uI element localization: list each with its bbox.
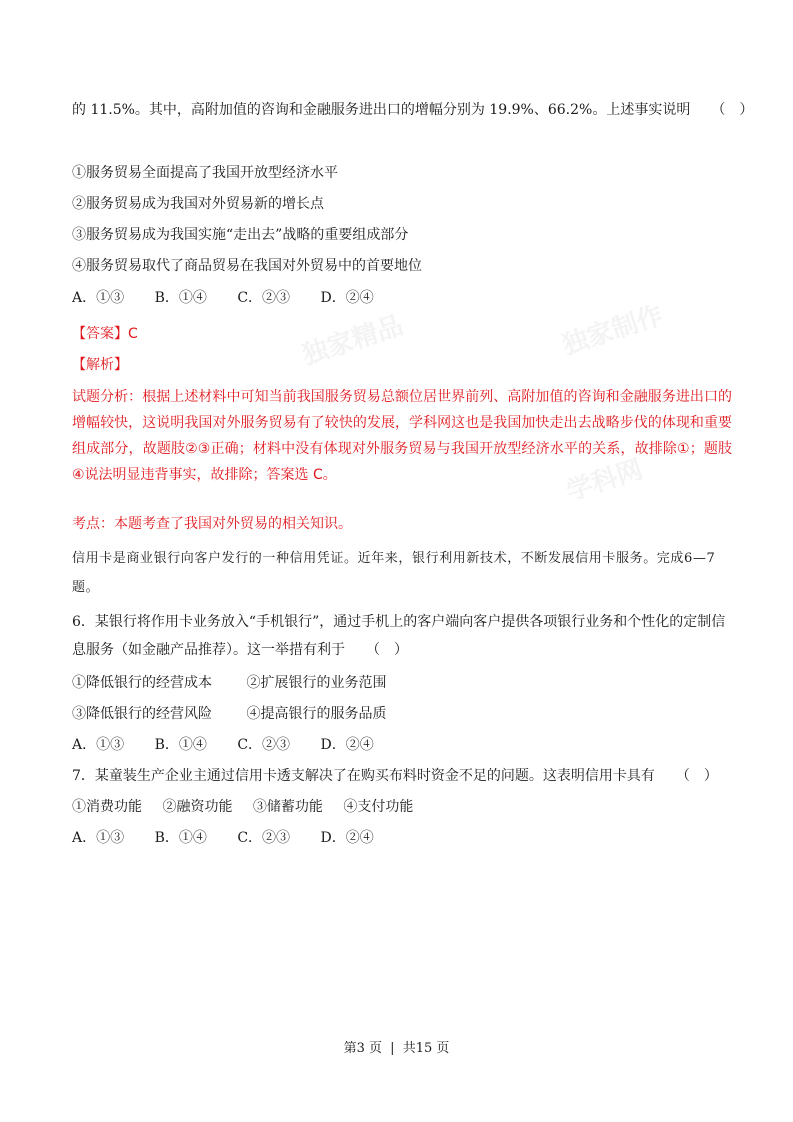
watermark-2: 学科网 [563,454,647,508]
q6-statement-2: ②扩展银行的业务范围 [246,675,387,691]
q5-answer [72,324,138,344]
q7-stem: 7．某童装生产企业主通过信用卡透支解决了在购买布料时资金不足的问题。这表明信用卡具有 （ ） [72,768,718,784]
watermark-3: 独家制作 [558,300,667,362]
passage-intro: 信用卡是商业银行向客户发行的一种信用凭证。近年来，银行利用新技术，不断发展信用卡服务。完成6—7 题。 [72,551,716,595]
q6-statement-1: ①降低银行的经营成本 [72,675,212,691]
q5-statement-3: ③服务贸易成为我国实施“走出去”战略的重要组成部分 [72,227,409,243]
q7-options [72,828,400,848]
q5-statement-4: ④服务贸易取代了商品贸易在我国对外贸易中的首要地位 [72,258,422,274]
q6-option-b: B．①④ [154,737,207,753]
q7-statement-4: ④支付功能 [343,799,414,815]
q5-statement-2: ②服务贸易成为我国对外贸易新的增长点 [72,196,324,212]
q5-option-b: B．①④ [154,290,207,306]
q5-option-c: C．②③ [237,290,291,306]
q7-option-b: B．①④ [154,830,207,846]
answer-value: C [128,326,138,342]
analysis-text: 试题分析：根据上述材料中可知当前我国服务贸易总额位居世界前列、高附加值的咨询和金融服务进出口的增幅较快，这说明我国对外服务贸易有了较快的发展，学科网这也是我国加快走出去战略步伐的体现和重要组成部分，故题肢②③正确；材料中没有体现对外服务贸易与我国开放型经济水平的关系，故排除①；题肢④说法明显违背事实，故排除；答案选 C。 [72,389,732,483]
q6-statements-row-2 [72,704,416,724]
total-pages: 共15 页 [402,1041,450,1056]
q7-option-c: C．②③ [237,830,291,846]
intro-line: 的 11.5%。其中，高附加值的咨询和金融服务进出口的增幅分别为 19.9%、66.2%。上述事实说明 （ ） [72,102,754,118]
q6-statements-row-1 [72,673,416,693]
q7-statement-2: ②融资功能 [162,799,233,815]
q5-option-d: D．②④ [320,290,374,306]
q7-statement-1: ①消费功能 [72,799,142,815]
q5-option-a: A．①③ [72,290,125,306]
exam-point: 考点：本题考查了我国对外贸易的相关知识。 [72,516,352,532]
q6-statement-3: ③降低银行的经营风险 [72,706,212,722]
page-number: 第3 页 [343,1041,383,1056]
q6-option-a: A．①③ [72,737,125,753]
analysis-label: 【解析】 [72,357,128,373]
q6-stem: 6．某银行将作用卡业务放入“手机银行”，通过手机上的客户端向客户提供各项银行业务和个性化的定制信息服务（如金融产品推荐）。这一举措有利于 （ ） [72,614,726,658]
q7-statements [72,797,429,817]
q7-option-a: A．①③ [72,830,125,846]
page-footer [0,1040,793,1058]
q6-option-c: C．②③ [237,737,291,753]
q7-statement-3: ③储蓄功能 [252,799,323,815]
footer-separator: | [390,1041,395,1056]
watermark-1: 独家精品 [298,310,407,372]
q5-statement-1: ①服务贸易全面提高了我国开放型经济水平 [72,165,338,181]
q6-options [72,735,400,755]
answer-label: 【答案】 [72,326,128,342]
q7-option-d: D．②④ [320,830,374,846]
q5-options [72,288,400,308]
q6-option-d: D．②④ [320,737,374,753]
q6-statement-4: ④提高银行的服务品质 [246,706,387,722]
